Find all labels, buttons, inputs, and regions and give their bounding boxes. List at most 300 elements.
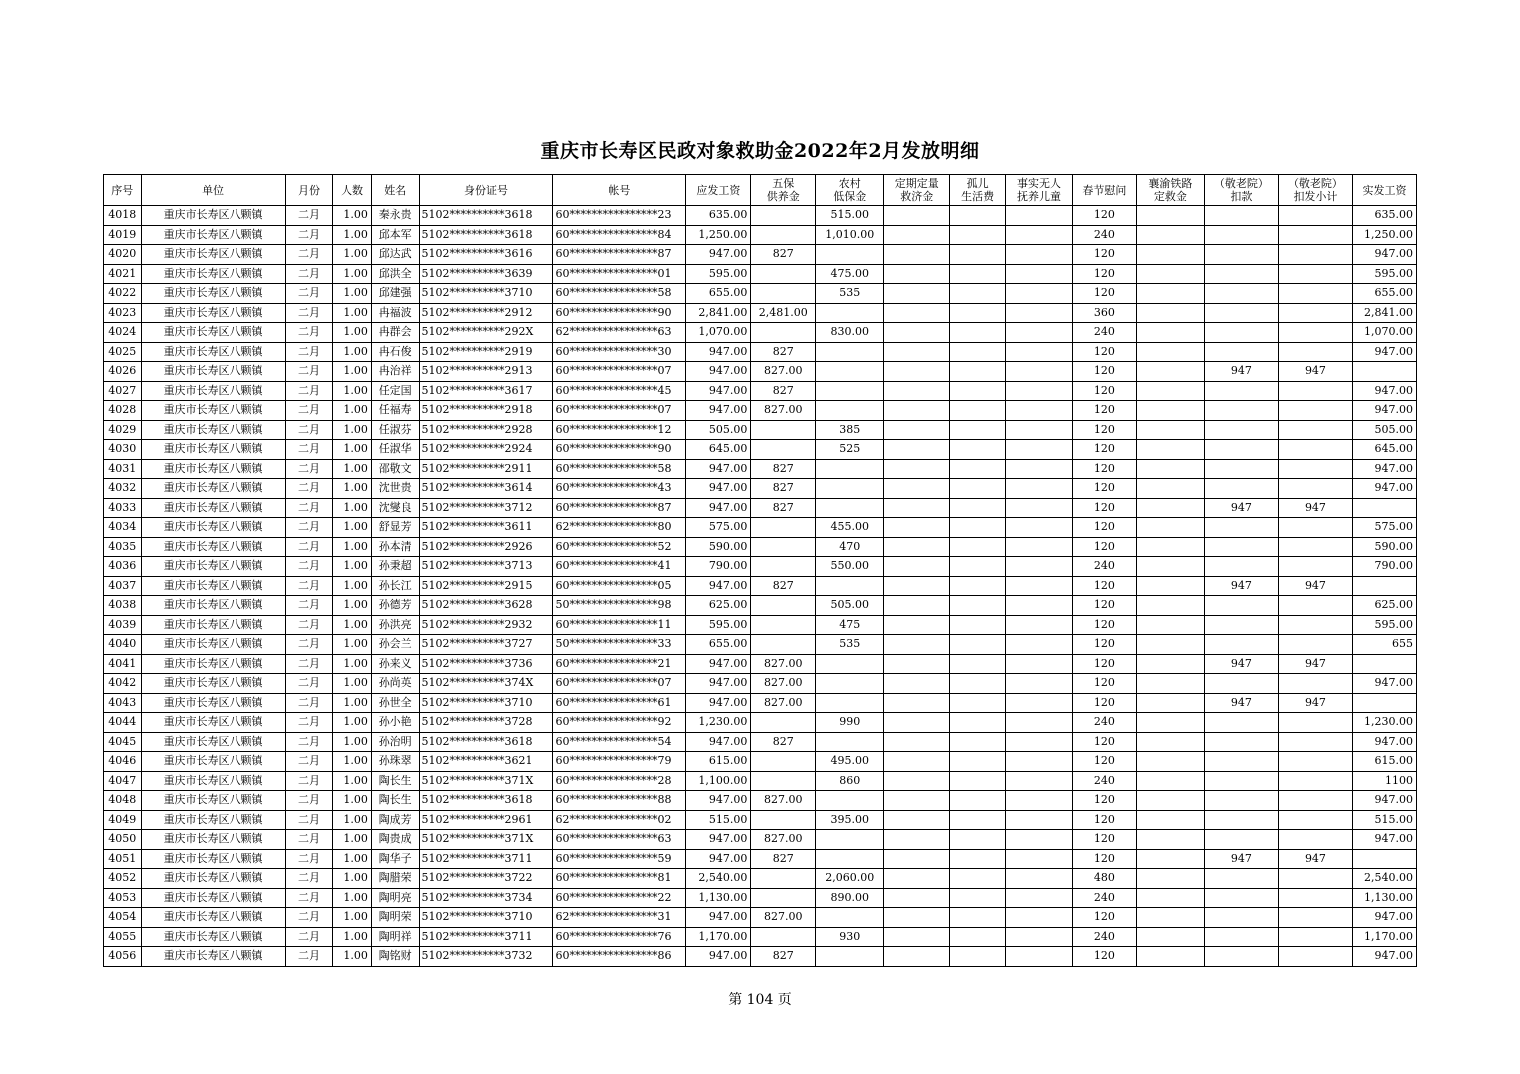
column-header bbox=[1204, 175, 1278, 206]
table-cell: 947 bbox=[1204, 498, 1278, 518]
table-cell: 二月 bbox=[285, 947, 333, 967]
table-cell bbox=[1005, 225, 1072, 245]
table-cell bbox=[1278, 635, 1352, 655]
table-cell bbox=[950, 947, 1006, 967]
table-cell bbox=[1136, 518, 1204, 538]
table-cell bbox=[816, 830, 884, 850]
table-cell bbox=[1136, 810, 1204, 830]
table-cell: 孙治明 bbox=[371, 732, 419, 752]
table-cell: 重庆市长寿区八颗镇 bbox=[141, 635, 285, 655]
table-cell: 1,250.00 bbox=[686, 225, 751, 245]
table-cell bbox=[1278, 303, 1352, 323]
table-row bbox=[104, 401, 1417, 421]
table-cell: 2,841.00 bbox=[1352, 303, 1416, 323]
table-cell bbox=[1278, 459, 1352, 479]
table-cell bbox=[1204, 752, 1278, 772]
table-cell: 575.00 bbox=[1352, 518, 1416, 538]
table-cell: 120 bbox=[1072, 654, 1136, 674]
table-cell: 5102**********3736 bbox=[419, 654, 553, 674]
column-header bbox=[950, 175, 1006, 206]
table-cell bbox=[950, 498, 1006, 518]
table-cell: 重庆市长寿区八颗镇 bbox=[141, 479, 285, 499]
table-cell: 二月 bbox=[285, 830, 333, 850]
table-cell: 947 bbox=[1278, 498, 1352, 518]
table-cell: 重庆市长寿区八颗镇 bbox=[141, 420, 285, 440]
table-cell bbox=[1005, 635, 1072, 655]
table-cell bbox=[1136, 674, 1204, 694]
table-row bbox=[104, 576, 1417, 596]
table-cell: 240 bbox=[1072, 225, 1136, 245]
table-row bbox=[104, 342, 1417, 362]
table-cell bbox=[1278, 927, 1352, 947]
table-cell: 1,010.00 bbox=[816, 225, 884, 245]
table-cell bbox=[1204, 557, 1278, 577]
table-cell: 120 bbox=[1072, 401, 1136, 421]
table-cell: 60****************59 bbox=[553, 849, 686, 869]
table-cell: 二月 bbox=[285, 576, 333, 596]
table-cell: 60****************07 bbox=[553, 362, 686, 382]
table-cell: 595.00 bbox=[1352, 615, 1416, 635]
table-cell bbox=[1136, 849, 1204, 869]
table-cell: 2,540.00 bbox=[686, 869, 751, 889]
table-cell bbox=[1278, 674, 1352, 694]
table-cell bbox=[751, 284, 816, 304]
table-cell bbox=[1204, 635, 1278, 655]
table-cell bbox=[1278, 713, 1352, 733]
table-cell bbox=[816, 459, 884, 479]
table-row bbox=[104, 420, 1417, 440]
table-cell bbox=[1005, 947, 1072, 967]
table-cell: 1.00 bbox=[333, 362, 372, 382]
table-cell bbox=[884, 654, 950, 674]
table-cell bbox=[1204, 927, 1278, 947]
table-cell: 827 bbox=[751, 576, 816, 596]
table-cell bbox=[1005, 342, 1072, 362]
table-cell: 重庆市长寿区八颗镇 bbox=[141, 225, 285, 245]
table-cell: 二月 bbox=[285, 264, 333, 284]
table-cell bbox=[1136, 752, 1204, 772]
table-cell bbox=[1005, 674, 1072, 694]
table-cell bbox=[751, 537, 816, 557]
table-cell: 1.00 bbox=[333, 927, 372, 947]
table-cell: 重庆市长寿区八颗镇 bbox=[141, 459, 285, 479]
table-cell: 冉治祥 bbox=[371, 362, 419, 382]
table-cell bbox=[884, 401, 950, 421]
table-cell: 947.00 bbox=[1352, 674, 1416, 694]
table-cell: 4039 bbox=[104, 615, 142, 635]
table-cell: 120 bbox=[1072, 440, 1136, 460]
table-cell bbox=[1005, 245, 1072, 265]
table-cell: 5102**********3734 bbox=[419, 888, 553, 908]
table-cell bbox=[751, 518, 816, 538]
table-cell bbox=[751, 635, 816, 655]
table-cell: 1.00 bbox=[333, 206, 372, 226]
table-cell: 4056 bbox=[104, 947, 142, 967]
table-cell: 947.00 bbox=[1352, 732, 1416, 752]
table-cell: 5102**********3616 bbox=[419, 245, 553, 265]
table-cell: 4051 bbox=[104, 849, 142, 869]
table-cell bbox=[884, 537, 950, 557]
table-cell: 4034 bbox=[104, 518, 142, 538]
table-row bbox=[104, 849, 1417, 869]
table-cell: 重庆市长寿区八颗镇 bbox=[141, 245, 285, 265]
table-row bbox=[104, 440, 1417, 460]
column-header bbox=[1278, 175, 1352, 206]
table-cell: 孙德芳 bbox=[371, 596, 419, 616]
table-cell bbox=[884, 420, 950, 440]
table-cell: 1.00 bbox=[333, 732, 372, 752]
table-cell bbox=[884, 674, 950, 694]
table-cell bbox=[1005, 693, 1072, 713]
table-cell: 60****************86 bbox=[553, 947, 686, 967]
table-row bbox=[104, 771, 1417, 791]
table-cell bbox=[1278, 596, 1352, 616]
table-cell bbox=[1204, 869, 1278, 889]
table-cell bbox=[1204, 225, 1278, 245]
table-cell bbox=[950, 752, 1006, 772]
table-cell: 60****************52 bbox=[553, 537, 686, 557]
table-cell: 1.00 bbox=[333, 576, 372, 596]
table-cell: 4036 bbox=[104, 557, 142, 577]
table-cell bbox=[950, 732, 1006, 752]
table-cell: 827.00 bbox=[751, 674, 816, 694]
table-cell: 冉福波 bbox=[371, 303, 419, 323]
table-cell bbox=[1204, 264, 1278, 284]
table-cell bbox=[1005, 381, 1072, 401]
table-cell: 60****************01 bbox=[553, 264, 686, 284]
table-cell bbox=[950, 830, 1006, 850]
table-cell bbox=[1204, 245, 1278, 265]
column-header bbox=[333, 175, 372, 206]
table-cell: 505.00 bbox=[686, 420, 751, 440]
table-row bbox=[104, 284, 1417, 304]
table-cell bbox=[1136, 713, 1204, 733]
table-cell: 120 bbox=[1072, 693, 1136, 713]
table-cell: 5102**********3711 bbox=[419, 849, 553, 869]
table-cell: 827.00 bbox=[751, 908, 816, 928]
table-cell bbox=[1005, 537, 1072, 557]
table-cell: 重庆市长寿区八颗镇 bbox=[141, 498, 285, 518]
table-cell: 62****************80 bbox=[553, 518, 686, 538]
table-cell bbox=[1005, 479, 1072, 499]
table-cell bbox=[884, 206, 950, 226]
table-row bbox=[104, 654, 1417, 674]
table-cell: 947.00 bbox=[686, 830, 751, 850]
table-cell bbox=[950, 225, 1006, 245]
table-cell bbox=[950, 303, 1006, 323]
table-cell bbox=[884, 947, 950, 967]
table-cell: 240 bbox=[1072, 888, 1136, 908]
table-cell bbox=[950, 557, 1006, 577]
table-cell bbox=[950, 849, 1006, 869]
table-row bbox=[104, 927, 1417, 947]
table-cell: 4033 bbox=[104, 498, 142, 518]
table-cell: 395.00 bbox=[816, 810, 884, 830]
table-cell bbox=[1005, 284, 1072, 304]
table-cell: 5102**********3618 bbox=[419, 225, 553, 245]
table-cell: 1,070.00 bbox=[686, 323, 751, 343]
table-cell: 二月 bbox=[285, 362, 333, 382]
table-cell bbox=[1278, 615, 1352, 635]
table-cell: 60****************92 bbox=[553, 713, 686, 733]
table-cell: 2,481.00 bbox=[751, 303, 816, 323]
table-cell: 655 bbox=[1352, 635, 1416, 655]
table-cell: 二月 bbox=[285, 674, 333, 694]
table-cell: 二月 bbox=[285, 635, 333, 655]
table-cell bbox=[1136, 459, 1204, 479]
table-row bbox=[104, 225, 1417, 245]
table-cell: 827.00 bbox=[751, 693, 816, 713]
table-cell bbox=[1005, 440, 1072, 460]
table-cell: 525 bbox=[816, 440, 884, 460]
table-cell: 4025 bbox=[104, 342, 142, 362]
column-header-line: （敬老院） bbox=[1287, 177, 1343, 190]
table-cell: 5102**********2924 bbox=[419, 440, 553, 460]
column-header-line: 襄渝铁路 bbox=[1148, 177, 1193, 190]
table-cell: 孙珠翠 bbox=[371, 752, 419, 772]
table-cell: 240 bbox=[1072, 713, 1136, 733]
table-cell: 陶长生 bbox=[371, 771, 419, 791]
table-cell: 50****************33 bbox=[553, 635, 686, 655]
table-cell: 二月 bbox=[285, 498, 333, 518]
column-header-line: 农村 bbox=[838, 177, 861, 190]
table-cell bbox=[1136, 615, 1204, 635]
table-cell: 陶明祥 bbox=[371, 927, 419, 947]
table-cell: 二月 bbox=[285, 342, 333, 362]
table-cell: 重庆市长寿区八颗镇 bbox=[141, 342, 285, 362]
table-cell bbox=[1005, 264, 1072, 284]
table-cell bbox=[884, 459, 950, 479]
table-cell: 480 bbox=[1072, 869, 1136, 889]
table-cell: 1,170.00 bbox=[1352, 927, 1416, 947]
table-cell: 陶长生 bbox=[371, 791, 419, 811]
table-cell: 1,170.00 bbox=[686, 927, 751, 947]
table-cell: 陶明荣 bbox=[371, 908, 419, 928]
table-cell: 邱达武 bbox=[371, 245, 419, 265]
table-cell bbox=[1136, 830, 1204, 850]
table-cell: 1.00 bbox=[333, 342, 372, 362]
table-cell: 2,060.00 bbox=[816, 869, 884, 889]
table-cell: 5102**********3617 bbox=[419, 381, 553, 401]
column-header bbox=[371, 175, 419, 206]
table-row bbox=[104, 537, 1417, 557]
table-row bbox=[104, 908, 1417, 928]
table-cell bbox=[1204, 713, 1278, 733]
table-row bbox=[104, 245, 1417, 265]
table-cell: 重庆市长寿区八颗镇 bbox=[141, 284, 285, 304]
table-cell bbox=[1278, 479, 1352, 499]
table-cell: 2,841.00 bbox=[686, 303, 751, 323]
column-header-line: （敬老院） bbox=[1213, 177, 1269, 190]
table-cell: 重庆市长寿区八颗镇 bbox=[141, 381, 285, 401]
table-cell: 947.00 bbox=[1352, 401, 1416, 421]
table-cell: 947.00 bbox=[686, 401, 751, 421]
table-cell: 827.00 bbox=[751, 830, 816, 850]
table-cell: 827.00 bbox=[751, 362, 816, 382]
table-cell: 120 bbox=[1072, 947, 1136, 967]
table-cell: 陶华子 bbox=[371, 849, 419, 869]
table-cell bbox=[950, 927, 1006, 947]
table-cell: 515.00 bbox=[816, 206, 884, 226]
table-cell: 重庆市长寿区八颗镇 bbox=[141, 927, 285, 947]
table-cell bbox=[1136, 342, 1204, 362]
table-cell: 60****************87 bbox=[553, 245, 686, 265]
table-cell bbox=[1136, 908, 1204, 928]
table-cell: 5102**********3621 bbox=[419, 752, 553, 772]
table-cell: 827.00 bbox=[751, 401, 816, 421]
table-cell: 120 bbox=[1072, 518, 1136, 538]
table-cell bbox=[1204, 908, 1278, 928]
table-cell: 120 bbox=[1072, 752, 1136, 772]
table-cell: 重庆市长寿区八颗镇 bbox=[141, 537, 285, 557]
table-cell: 1,130.00 bbox=[1352, 888, 1416, 908]
table-cell: 4035 bbox=[104, 537, 142, 557]
table-cell: 860 bbox=[816, 771, 884, 791]
table-header-row bbox=[104, 175, 1417, 206]
table-cell bbox=[1005, 771, 1072, 791]
table-cell: 4042 bbox=[104, 674, 142, 694]
table-cell: 120 bbox=[1072, 459, 1136, 479]
table-cell: 5102**********3710 bbox=[419, 908, 553, 928]
table-cell: 360 bbox=[1072, 303, 1136, 323]
table-cell: 1.00 bbox=[333, 479, 372, 499]
table-cell bbox=[884, 381, 950, 401]
table-cell: 二月 bbox=[285, 713, 333, 733]
table-cell: 60****************88 bbox=[553, 791, 686, 811]
table-row bbox=[104, 713, 1417, 733]
table-cell: 120 bbox=[1072, 498, 1136, 518]
table-cell: 1.00 bbox=[333, 557, 372, 577]
table-row bbox=[104, 635, 1417, 655]
table-cell: 947.00 bbox=[686, 791, 751, 811]
table-cell bbox=[816, 849, 884, 869]
table-cell: 5102**********3712 bbox=[419, 498, 553, 518]
table-cell: 947.00 bbox=[686, 674, 751, 694]
table-cell: 120 bbox=[1072, 810, 1136, 830]
table-cell: 5102**********3727 bbox=[419, 635, 553, 655]
column-header-line: 定救金 bbox=[1153, 190, 1187, 203]
table-cell: 二月 bbox=[285, 323, 333, 343]
table-cell bbox=[816, 498, 884, 518]
table-cell bbox=[1204, 791, 1278, 811]
table-cell: 4038 bbox=[104, 596, 142, 616]
table-cell: 二月 bbox=[285, 518, 333, 538]
table-cell bbox=[1278, 264, 1352, 284]
table-cell: 重庆市长寿区八颗镇 bbox=[141, 713, 285, 733]
table-cell bbox=[1278, 888, 1352, 908]
table-row bbox=[104, 869, 1417, 889]
table-cell: 1.00 bbox=[333, 596, 372, 616]
table-row bbox=[104, 362, 1417, 382]
table-cell bbox=[1204, 303, 1278, 323]
table-cell: 4045 bbox=[104, 732, 142, 752]
table-cell: 120 bbox=[1072, 674, 1136, 694]
table-cell: 60****************11 bbox=[553, 615, 686, 635]
table-cell: 505.00 bbox=[1352, 420, 1416, 440]
table-cell: 5102**********2913 bbox=[419, 362, 553, 382]
column-header bbox=[1072, 175, 1136, 206]
table-cell bbox=[884, 225, 950, 245]
table-cell: 5102**********3618 bbox=[419, 791, 553, 811]
table-cell bbox=[1136, 771, 1204, 791]
table-cell: 重庆市长寿区八颗镇 bbox=[141, 518, 285, 538]
table-cell: 4050 bbox=[104, 830, 142, 850]
table-cell: 1.00 bbox=[333, 693, 372, 713]
table-cell: 重庆市长寿区八颗镇 bbox=[141, 576, 285, 596]
table-cell bbox=[1136, 479, 1204, 499]
page-number: 第 104 页 bbox=[728, 992, 792, 1008]
table-cell: 5102**********2961 bbox=[419, 810, 553, 830]
table-cell: 550.00 bbox=[816, 557, 884, 577]
table-cell bbox=[1204, 947, 1278, 967]
table-cell: 62****************02 bbox=[553, 810, 686, 830]
table-cell: 60****************87 bbox=[553, 498, 686, 518]
table-cell: 1.00 bbox=[333, 323, 372, 343]
column-header-line: 救济金 bbox=[900, 190, 934, 203]
table-cell: 4018 bbox=[104, 206, 142, 226]
table-cell: 4047 bbox=[104, 771, 142, 791]
table-cell: 947.00 bbox=[1352, 381, 1416, 401]
table-cell bbox=[1005, 303, 1072, 323]
table-cell: 1.00 bbox=[333, 752, 372, 772]
table-cell: 二月 bbox=[285, 206, 333, 226]
table-cell: 1.00 bbox=[333, 888, 372, 908]
table-cell: 60****************79 bbox=[553, 752, 686, 772]
table-cell bbox=[950, 693, 1006, 713]
column-header bbox=[816, 175, 884, 206]
table-cell: 5102**********3618 bbox=[419, 732, 553, 752]
table-cell: 孙洪亮 bbox=[371, 615, 419, 635]
table-cell: 655.00 bbox=[686, 284, 751, 304]
table-cell: 827 bbox=[751, 479, 816, 499]
table-cell: 5102**********2928 bbox=[419, 420, 553, 440]
table-cell bbox=[1136, 498, 1204, 518]
table-cell: 1,230.00 bbox=[686, 713, 751, 733]
table-cell: 120 bbox=[1072, 615, 1136, 635]
table-cell bbox=[1278, 420, 1352, 440]
table-cell: 1.00 bbox=[333, 713, 372, 733]
table-cell bbox=[1204, 518, 1278, 538]
table-cell bbox=[1352, 576, 1416, 596]
table-cell bbox=[1204, 381, 1278, 401]
table-cell: 60****************90 bbox=[553, 440, 686, 460]
table-cell: 二月 bbox=[285, 869, 333, 889]
table-cell: 60****************58 bbox=[553, 284, 686, 304]
table-cell: 947.00 bbox=[686, 245, 751, 265]
table-cell bbox=[884, 596, 950, 616]
table-cell bbox=[1136, 440, 1204, 460]
table-cell: 二月 bbox=[285, 440, 333, 460]
table-cell bbox=[1005, 849, 1072, 869]
table-cell: 孙长江 bbox=[371, 576, 419, 596]
table-row bbox=[104, 264, 1417, 284]
table-cell: 重庆市长寿区八颗镇 bbox=[141, 654, 285, 674]
table-cell bbox=[1005, 323, 1072, 343]
table-row bbox=[104, 693, 1417, 713]
table-cell: 60****************76 bbox=[553, 927, 686, 947]
table-cell bbox=[1005, 810, 1072, 830]
table-cell: 120 bbox=[1072, 596, 1136, 616]
table-cell bbox=[1278, 245, 1352, 265]
column-header bbox=[104, 175, 142, 206]
table-cell: 947.00 bbox=[1352, 342, 1416, 362]
table-cell: 5102**********2932 bbox=[419, 615, 553, 635]
table-cell bbox=[1136, 303, 1204, 323]
table-cell bbox=[1352, 498, 1416, 518]
table-cell bbox=[1136, 888, 1204, 908]
table-cell bbox=[1005, 206, 1072, 226]
table-cell bbox=[1005, 830, 1072, 850]
